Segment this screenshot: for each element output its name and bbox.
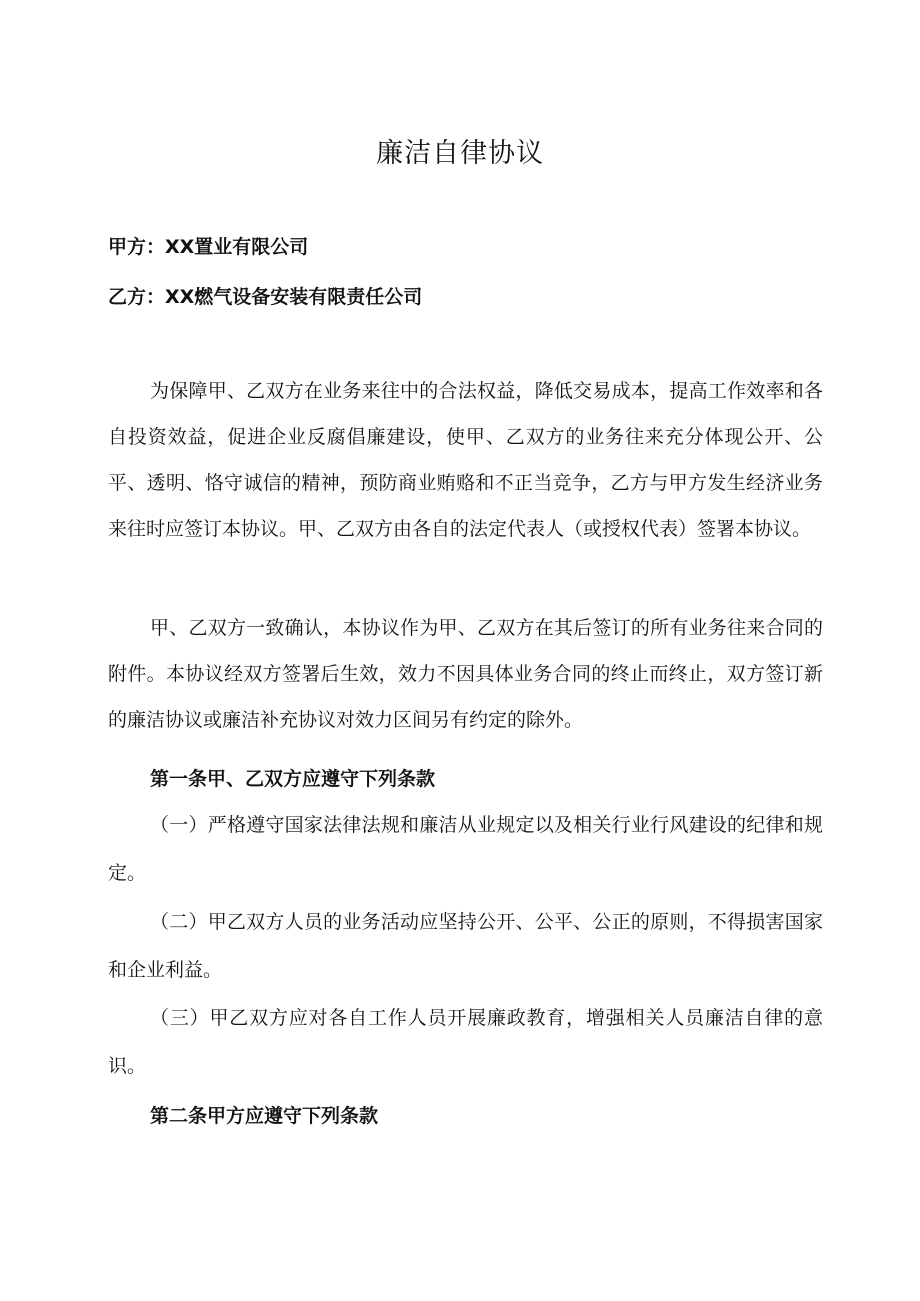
confirmation-paragraph: 甲、乙双方一致确认，本协议作为甲、乙双方在其后签订的所有业务往来合同的附件。本协议经双方签署后生效，效力不因具体业务合同的终止而终止，双方签订新的廉洁协议或廉洁补充协议对效力区间另有约定的除外。 — [108, 617, 823, 731]
party-a: 甲方：XX置业有限公司 — [108, 236, 309, 258]
article-1-heading: 第一条甲、乙双方应遵守下列条款 — [150, 768, 436, 790]
document-title: 廉洁自律协议 — [376, 138, 544, 169]
article-2-heading: 第二条甲方应遵守下列条款 — [150, 1105, 379, 1127]
article-1-item: （二）甲乙双方人员的业务活动应坚持公开、公平、公正的原则，不得损害国家和企业利益。 — [108, 911, 823, 981]
article-1-item: （一）严格遵守国家法律法规和廉洁从业规定以及相关行业行风建设的纪律和规定。 — [108, 814, 823, 884]
article-1-item: （三）甲乙双方应对各自工作人员开展廉政教育，增强相关人员廉洁自律的意识。 — [108, 1007, 823, 1077]
party-b: 乙方：XX燃气设备安装有限责任公司 — [108, 286, 423, 308]
preamble-paragraph: 为保障甲、乙双方在业务来往中的合法权益，降低交易成本，提高工作效率和各自投资效益，促进企业反腐倡廉建设，使甲、乙双方的业务往来充分体现公开、公平、透明、恪守诚信的精神，预防商业贿赂和不正当竞争，乙方与甲方发生经济业务来往时应签订本协议。甲、乙双方由各自的法定代表人（或授权代表）签署本协议。 — [108, 380, 823, 540]
